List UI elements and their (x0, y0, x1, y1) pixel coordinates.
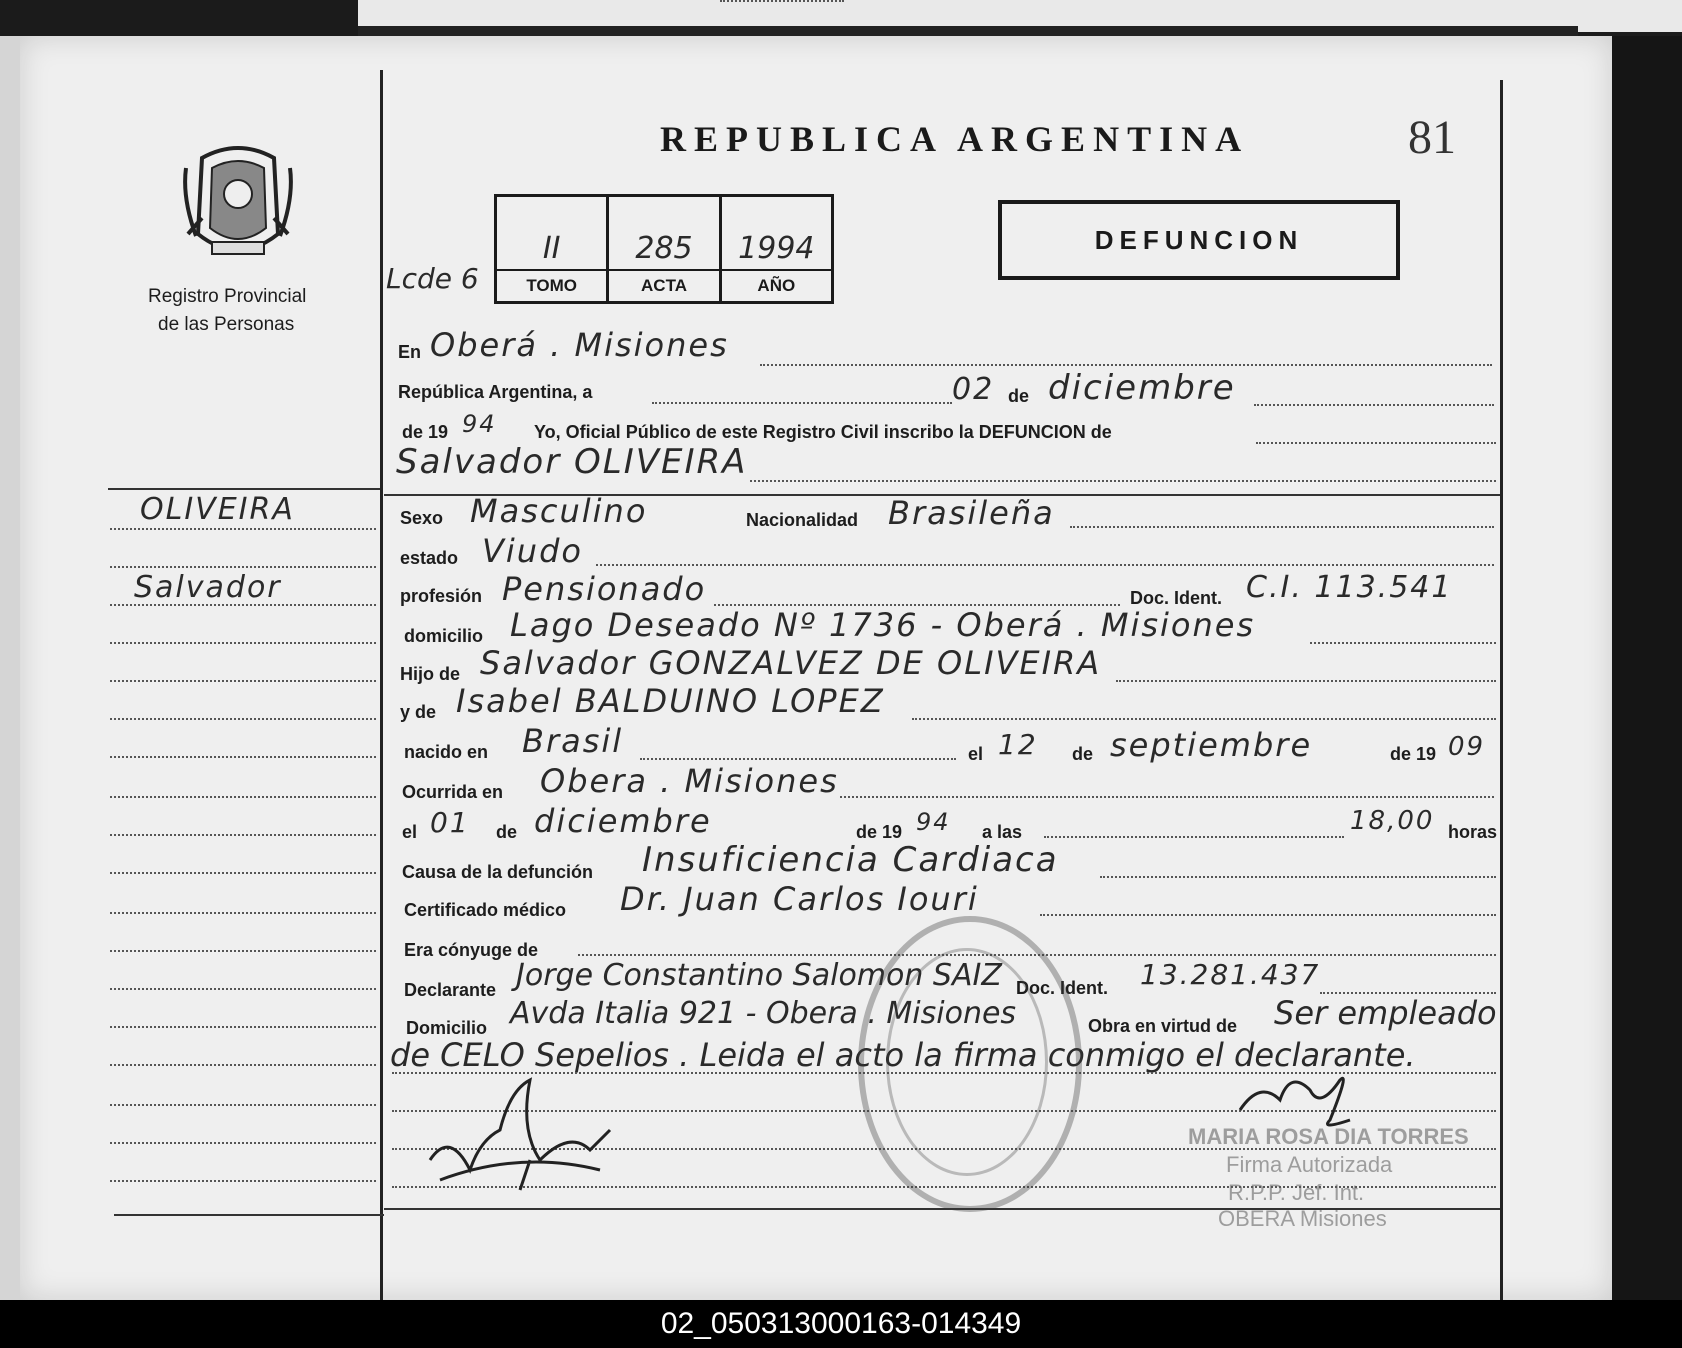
margin-dotline (110, 1180, 376, 1182)
margin-dotline (110, 988, 376, 990)
ocurrida-label: Ocurrida en (402, 782, 504, 802)
margin-dotline (110, 680, 376, 682)
margin-dotline (110, 1142, 376, 1144)
folio-number: 81 (1408, 111, 1456, 164)
dotline (652, 402, 952, 404)
margin-dotline (110, 718, 376, 720)
doc-value: C.I. 113.541 (1246, 570, 1453, 605)
margin-top-rule (108, 488, 380, 490)
margin-dotline (110, 642, 376, 644)
dotline (1116, 680, 1496, 682)
tomo-value: II (542, 231, 561, 266)
dotline (1254, 404, 1494, 406)
right-dark-area (1612, 36, 1682, 1300)
estado-label: estado (400, 548, 459, 568)
left-page-edge (0, 36, 20, 1300)
country-title: REPUBLICA ARGENTINA (660, 119, 1250, 159)
dotline (1256, 442, 1496, 444)
dotline (596, 564, 1494, 566)
nacionalidad-label: Nacionalidad (746, 510, 859, 530)
dom2-value: Avda Italia 921 - Obera . Misiones (510, 996, 1017, 1031)
madre-value: Isabel BALDUINO LOPEZ (456, 682, 885, 720)
margin-dotline (110, 950, 376, 952)
record-reference-table (494, 194, 834, 304)
side-note: Lcde 6 (386, 262, 479, 295)
official-seal-inner (886, 948, 1048, 1176)
dotline (840, 796, 1494, 798)
month-value: diciembre (1048, 368, 1236, 408)
margin-surname: OLIVEIRA (140, 492, 295, 527)
hijo-label: Hijo de (400, 664, 461, 684)
def-day-value: 01 (430, 806, 470, 839)
declarant-signature (420, 1070, 620, 1200)
dotline (1100, 876, 1496, 878)
top-dark-area (0, 0, 358, 40)
stamp-line-3: R.P.P. Jef. Int. (1228, 1180, 1365, 1205)
sexo-value: Masculino (470, 492, 648, 530)
registry-name-1: Registro Provincial (148, 286, 307, 307)
def-year-value: 94 (916, 808, 951, 836)
stamp-line-4: OBERA Misiones (1218, 1206, 1387, 1231)
nac-month-value: septiembre (1110, 726, 1313, 764)
dotline (1310, 642, 1496, 644)
republica-label: República Argentina, a (398, 382, 593, 402)
de19-label: de 19 (402, 422, 449, 442)
conyuge-label: Era cónyuge de (404, 940, 539, 960)
margin-dotline (110, 1026, 376, 1028)
de1-label: de (1072, 744, 1094, 764)
cert-value: Dr. Juan Carlos Iouri (620, 880, 979, 918)
nacido-label: nacido en (404, 742, 489, 762)
margin-dotline (110, 604, 376, 606)
el-label: el (968, 744, 984, 764)
obra-value: Ser empleado (1274, 994, 1497, 1032)
margin-dotline (110, 834, 376, 836)
margin-given-name: Salvador (134, 570, 282, 605)
de-label: de (1008, 386, 1030, 406)
margin-dotline (110, 912, 376, 914)
obra-label: Obra en virtud de (1088, 1016, 1238, 1036)
right-border (1500, 80, 1503, 1300)
stamp-line-2: Firma Autorizada (1226, 1152, 1393, 1177)
de19c-label: de 19 (856, 822, 903, 842)
margin-dotline (110, 1064, 376, 1066)
ocurrida-value: Obera . Misiones (540, 762, 839, 800)
nac-day-value: 12 (998, 728, 1038, 761)
de2-label: de (496, 822, 518, 842)
dotline (1040, 914, 1496, 916)
nac-year-value: 09 (1448, 732, 1486, 762)
declarante-label: Declarante (404, 980, 497, 1000)
stamp-line-1: MARIA ROSA DIA TORRES (1188, 1124, 1469, 1149)
domicilio-label: domicilio (404, 626, 484, 646)
el2-label: el (402, 822, 418, 842)
ano-cell (722, 197, 831, 301)
yde-label: y de (400, 702, 437, 722)
day-value: 02 (952, 372, 995, 407)
doc2-label: Doc. Ident. (1016, 978, 1109, 998)
padre-value: Salvador GONZALVEZ DE OLIVEIRA (480, 644, 1102, 682)
profesion-label: profesión (400, 586, 483, 606)
top-background (0, 0, 1682, 32)
act-type-box: DEFUNCION (998, 200, 1400, 280)
estado-value: Viudo (482, 532, 583, 570)
provincial-seal-logo (182, 138, 294, 266)
acta-label: ACTA (609, 269, 718, 301)
margin-bottom-rule (114, 1214, 384, 1216)
ano-label: AÑO (722, 269, 831, 301)
nacido-value: Brasil (522, 722, 624, 760)
registry-name-2: de las Personas (158, 314, 295, 335)
margin-dotline (110, 566, 376, 568)
deceased-name: Salvador OLIVEIRA (396, 442, 748, 482)
alas-label: a las (982, 822, 1023, 842)
profesion-value: Pensionado (502, 570, 707, 608)
hora-value: 18,00 (1350, 806, 1435, 836)
en-label: En (398, 342, 422, 362)
yo-label: Yo, Oficial Público de este Registro Civil inscribo la DEFUNCION de (534, 422, 1112, 442)
year-value: 94 (462, 410, 497, 438)
tomo-cell (497, 197, 609, 301)
dotline (640, 758, 956, 760)
margin-dotline (110, 528, 376, 530)
margin-dotline (110, 796, 376, 798)
nacionalidad-value: Brasileña (888, 494, 1055, 532)
margin-dotline (110, 872, 376, 874)
tomo-label: TOMO (497, 269, 606, 301)
dotline (720, 0, 844, 2)
dotline (912, 718, 1496, 720)
acta-cell (609, 197, 721, 301)
declarante-value: Jorge Constantino Salomon SAIZ (516, 958, 1002, 993)
margin-divider (380, 70, 383, 1300)
sexo-label: Sexo (400, 508, 444, 528)
dotline (1070, 526, 1494, 528)
dotline (760, 364, 1492, 366)
dom2-label: Domicilio (406, 1018, 488, 1038)
causa-value: Insuficiencia Cardiaca (642, 840, 1059, 880)
margin-dotline (110, 1104, 376, 1106)
doc2-value: 13.281.437 (1140, 958, 1321, 991)
doc-label: Doc. Ident. (1130, 588, 1223, 608)
de19b-label: de 19 (1390, 744, 1437, 764)
acta-value: 285 (635, 231, 693, 266)
dotline (1044, 836, 1344, 838)
def-month-value: diciembre (534, 802, 712, 840)
closing-line: de CELO Sepelios . Leida el acto la firma conmigo el declarante. (390, 1036, 1416, 1074)
ano-value: 1994 (738, 231, 815, 266)
book-edge (358, 26, 1578, 36)
domicilio-value: Lago Deseado Nº 1736 - Oberá . Misiones (510, 606, 1256, 644)
dotline (750, 480, 1496, 482)
image-id-footer: 02_050313000163-014349 (0, 1300, 1682, 1348)
cert-label: Certificado médico (404, 900, 567, 920)
place-value: Oberá . Misiones (430, 326, 729, 364)
margin-dotline (110, 756, 376, 758)
horas-label: horas (1448, 822, 1498, 842)
causa-label: Causa de la defunción (402, 862, 594, 882)
